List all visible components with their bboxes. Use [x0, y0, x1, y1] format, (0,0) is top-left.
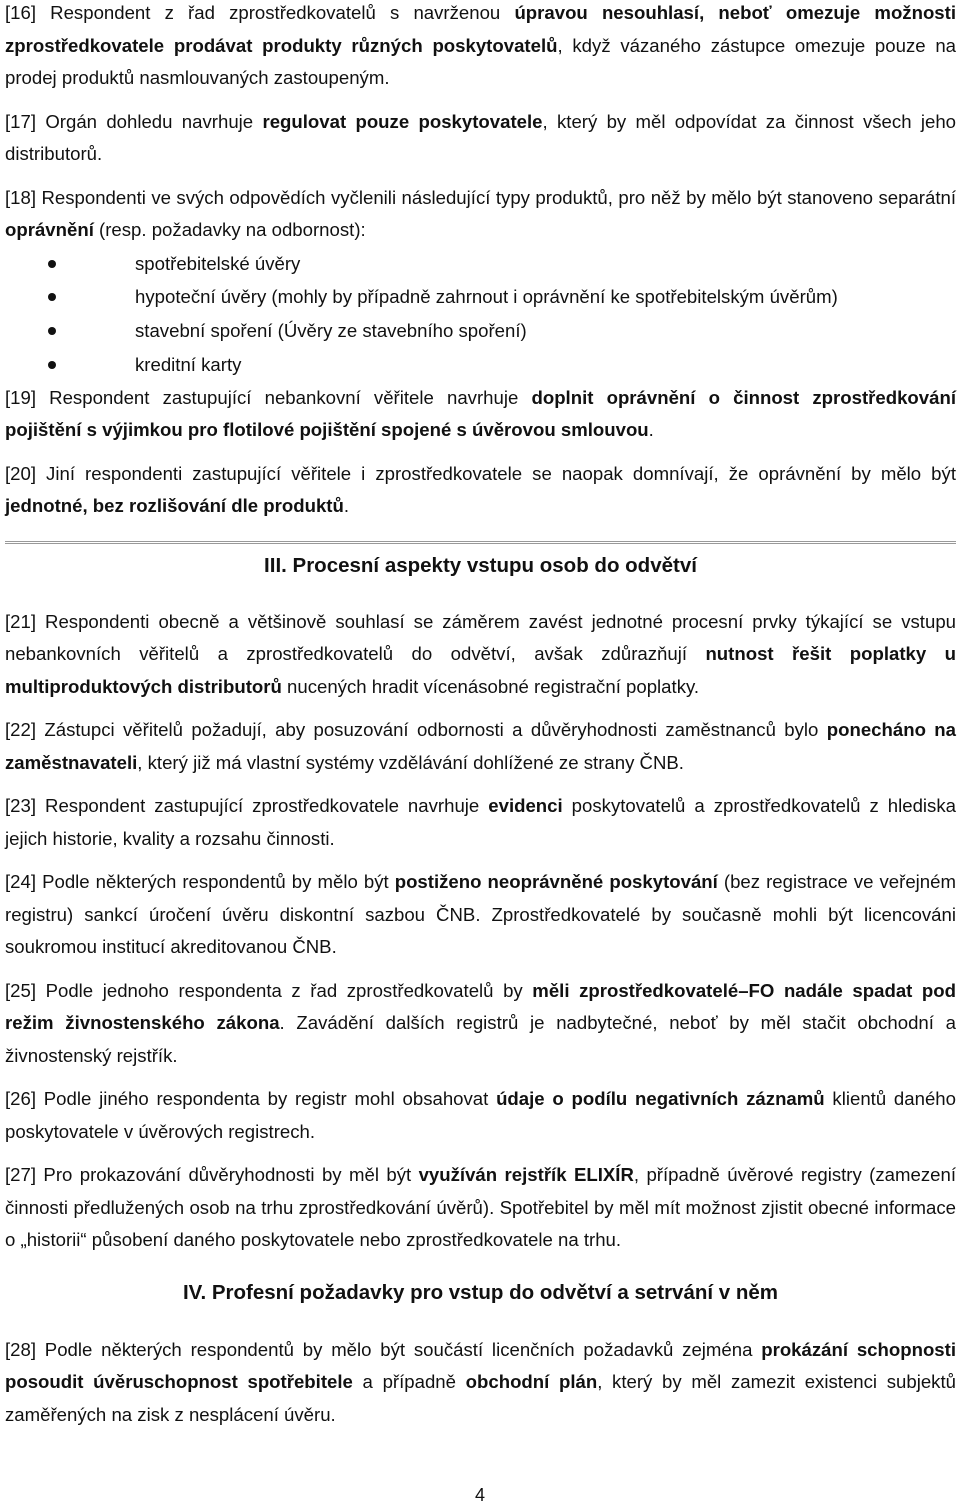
list-item: kreditní karty — [5, 348, 956, 382]
paragraph-28 — [5, 1334, 956, 1432]
paragraph-text: , když vázaného zástupce omezuje pouze na prodej produktů nasmlouvaných zastoupeným. — [5, 34, 957, 88]
paragraph-bold-text: využíván rejstřík ELIXÍR — [418, 1164, 634, 1186]
paragraph-text: , případně úvěrové registry (zamezení činnosti předlužených osob na trhu zprostředkování úvěrů). Spotřebitel by měl mít možnost zjistit obecné informace o „historii“ působení daného poskytovatele nebo zprostředkovatele na trhu. — [5, 1164, 956, 1251]
paragraph-text: , který by měl odpovídat za činnost všech jeho distributorů. — [5, 110, 957, 164]
paragraph-bold-text: jednotné, bez rozlišování dle produktů — [5, 495, 344, 517]
paragraph-text: [19] Respondent zastupující nebankovní věřitele navrhuje — [5, 386, 532, 408]
paragraph-text: . Zavádění dalších registrů je nadbytečné, neboť by měl stačit obchodní a živnostenský rejstřík. — [5, 1012, 956, 1066]
paragraph-text: [20] Jiní respondenti zastupující věřitele i zprostředkovatele se naopak domnívají, že oprávnění by mělo být — [5, 462, 956, 484]
paragraph-text: a případně — [352, 1371, 466, 1393]
paragraph-23 — [5, 790, 956, 855]
document-page — [5, 0, 956, 1431]
paragraph-text: [24] Podle některých respondentů by mělo být — [5, 871, 395, 893]
paragraph-text: [17] Orgán dohledu navrhuje — [5, 110, 263, 132]
list-item: spotřebitelské úvěry — [5, 247, 956, 281]
paragraph-bold-text: prokázání schopnosti posoudit úvěruschopnost spotřebitele — [5, 1338, 956, 1393]
paragraph-26 — [5, 1083, 956, 1148]
paragraph-bold-text: regulovat pouze poskytovatele — [262, 110, 543, 132]
paragraph-21 — [5, 606, 956, 704]
paragraph-20 — [5, 458, 956, 523]
paragraph-bold-text: evidenci — [488, 795, 563, 817]
paragraph-text: [27] Pro prokazování důvěryhodnosti by měl být — [5, 1164, 419, 1186]
paragraph-27 — [5, 1159, 956, 1257]
paragraph-22 — [5, 714, 956, 779]
product-type-list — [5, 247, 956, 382]
paragraph-bold-text: obchodní plán — [465, 1371, 598, 1393]
paragraph-text: [18] Respondenti ve svých odpovědích vyčlenili následující typy produktů, pro něž by mělo být stanoveno separátní — [5, 186, 956, 208]
section-heading: III. Procesní aspekty vstupu osob do odvětví — [264, 553, 697, 577]
paragraph-17 — [5, 106, 956, 171]
paragraph-16 — [5, 0, 956, 95]
paragraph-bold-text: nutnost řešit poplatky u multiproduktových distributorů — [5, 643, 956, 697]
list-item: hypoteční úvěry (mohly by případně zahrnout i oprávnění ke spotřebitelským úvěrům) — [5, 280, 956, 314]
paragraph-bold-text: měli zprostředkovatelé–FO nadále spadat pod režim živnostenského zákona — [5, 979, 957, 1034]
paragraph-text: klientů daného poskytovatele v úvěrových registrech. — [5, 1088, 956, 1142]
paragraph-18 — [5, 182, 956, 247]
paragraph-bold-text: údaje o podílu negativních záznamů — [496, 1088, 825, 1110]
list-item: stavební spoření (Úvěry ze stavebního spoření) — [5, 314, 956, 348]
paragraph-bold-text: postiženo neoprávněné poskytování — [394, 871, 718, 893]
paragraph-text: [26] Podle jiného respondenta by registr mohl obsahovat — [5, 1088, 497, 1110]
paragraph-24 — [5, 866, 956, 964]
paragraph-text: . — [343, 495, 350, 517]
page-number: 4 — [474, 1485, 485, 1505]
paragraph-text: [28] Podle některých respondentů by mělo být součástí licenčních požadavků zejména — [5, 1338, 762, 1360]
section-heading: IV. Profesní požadavky pro vstup do odvětví a setrvání v něm — [182, 1280, 779, 1304]
paragraph-text: poskytovatelů a zprostředkovatelů z hlediska jejich historie, kvality a rozsahu činnosti. — [5, 795, 956, 849]
paragraph-text: , který již má vlastní systémy vzdělávání dohlížené ze strany ČNB. — [137, 751, 684, 773]
paragraph-bold-text: doplnit oprávnění o činnost zprostředkování pojištění s výjimkou pro flotilové pojištění spojené s úvěrovou smlouvou — [5, 386, 956, 441]
paragraph-text: . — [648, 419, 654, 441]
section-divider — [5, 541, 956, 544]
paragraph-text: (bez registrace ve veřejném registru) sankcí úročení úvěru diskontní sazbou ČNB. Zprostředkovatelé by současně mohli být licencováni soukromou institucí akreditovanou ČNB. — [5, 871, 956, 958]
paragraph-text: [25] Podle jednoho respondenta z řad zprostředkovatelů by — [5, 979, 533, 1001]
paragraph-text: [22] Zástupci věřitelů požadují, aby posuzování odbornosti a důvěryhodnosti zaměstnanců bylo — [5, 719, 827, 741]
paragraph-text: [23] Respondent zastupující zprostředkovatele navrhuje — [5, 795, 489, 817]
paragraph-bold-text: ponecháno na zaměstnavateli — [5, 719, 956, 773]
paragraph-text: , který by měl zamezit existenci subjektů zaměřených na zisk z nesplácení úvěru. — [5, 1371, 956, 1425]
paragraph-bold-text: úpravou nesouhlasí, neboť omezuje možnosti zprostředkovatele prodávat produkty různých poskytovatelů — [5, 2, 957, 56]
paragraph-text: [16] Respondent z řad zprostředkovatelů s navrženou — [5, 2, 515, 23]
paragraph-text: [21] Respondenti obecně a většinově souhlasí se záměrem zavést jednotné procesní prvky týkající se vstupu nebankovních věřitelů a zprostředkovatelů do odvětví, avšak zdůrazňují — [5, 610, 956, 665]
paragraph-bold-text: oprávnění — [5, 219, 94, 240]
paragraph-19 — [5, 382, 956, 447]
paragraph-25 — [5, 975, 956, 1073]
paragraph-text: nucených hradit vícenásobné registrační poplatky. — [281, 675, 700, 697]
paragraph-text: (resp. požadavky na odbornost): — [93, 219, 366, 240]
